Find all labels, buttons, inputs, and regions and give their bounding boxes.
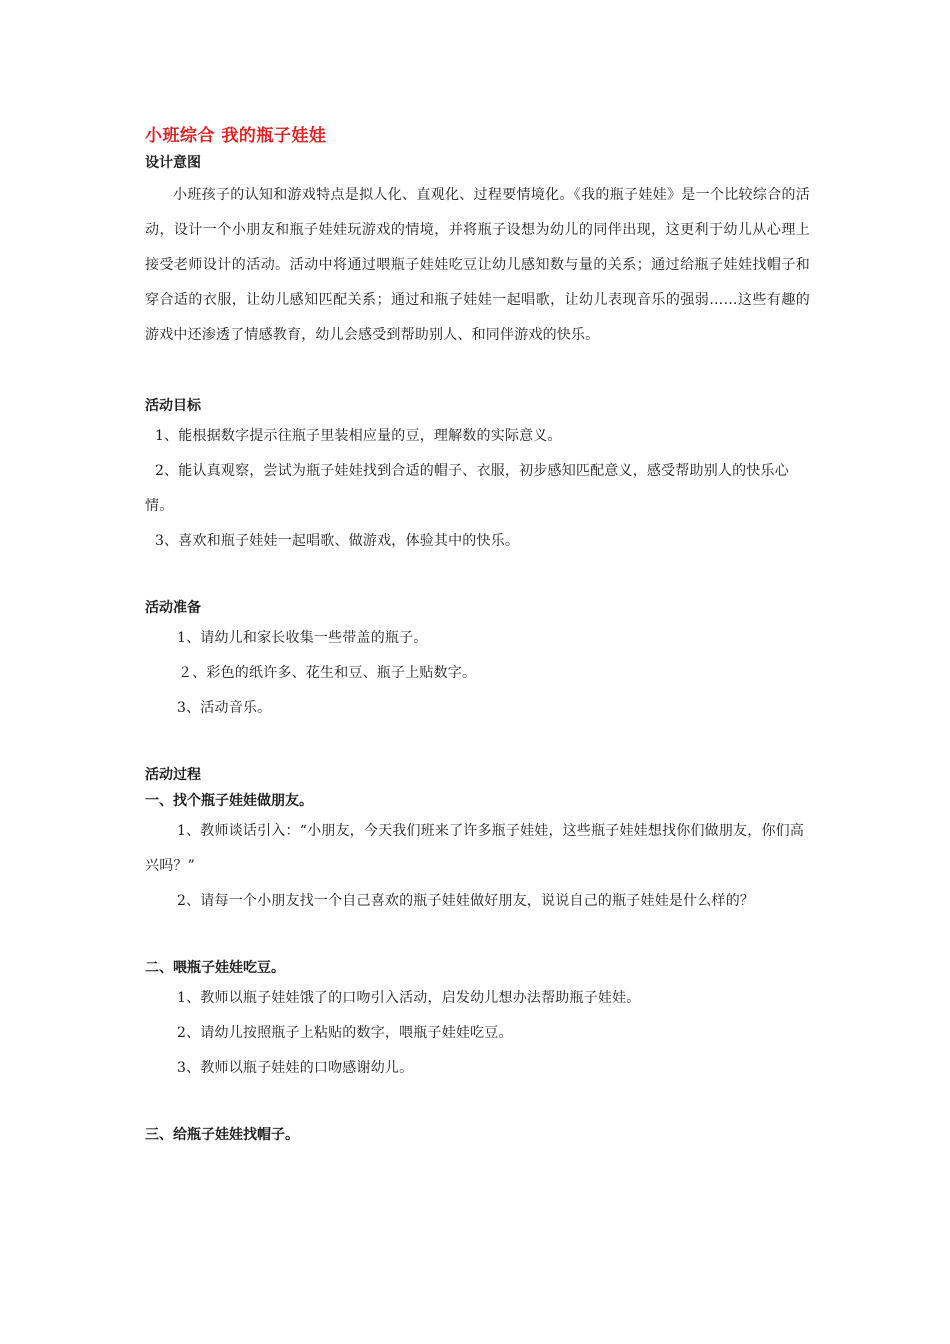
preparation-item: ２、彩色的纸许多、花生和豆、瓶子上贴数字。 — [178, 665, 477, 681]
preparation-item: 1、请幼儿和家长收集一些带盖的瓶子。 — [177, 630, 428, 646]
process-heading: 活动过程 — [145, 767, 201, 783]
spacer — [145, 919, 810, 955]
goals-heading: 活动目标 — [145, 398, 201, 414]
process-item: 3、教师以瓶子娃娃的口吻感谢幼儿。 — [177, 1060, 414, 1076]
process-item: 2、请幼儿按照瓶子上粘贴的数字，喂瓶子娃娃吃豆。 — [177, 1025, 513, 1041]
process-section-1-heading: 一、找个瓶子娃娃做朋友。 — [145, 793, 313, 809]
design-intent-heading: 设计意图 — [145, 155, 201, 171]
process-section-2-heading: 二、喂瓶子娃娃吃豆。 — [145, 960, 285, 976]
goal-item: 3、喜欢和瓶子娃娃一起唱歌、做游戏，体验其中的快乐。 — [155, 533, 520, 549]
spacer — [145, 559, 810, 595]
preparation-item: 3、活动音乐。 — [177, 700, 272, 716]
spacer — [145, 353, 810, 393]
process-section-3-heading: 三、给瓶子娃娃找帽子。 — [145, 1127, 299, 1143]
spacer — [145, 1086, 810, 1122]
process-item: 1、教师以瓶子娃娃饿了的口吻引入活动，启发幼儿想办法帮助瓶子娃娃。 — [177, 990, 641, 1006]
goal-item: 1、能根据数字提示往瓶子里装相应量的豆，理解数的实际意义。 — [155, 428, 562, 444]
spacer — [145, 726, 810, 762]
document-page — [145, 122, 810, 1148]
process-item: 2、请每一个小朋友找一个自己喜欢的瓶子娃娃做好朋友，说说自己的瓶子娃娃是什么样的？ — [177, 893, 755, 909]
document-title: 小班综合 我的瓶子娃娃 — [145, 126, 327, 146]
process-item: 1、教师谈话引入：“小朋友，今天我们班来了许多瓶子娃娃，这些瓶子娃娃想找你们做朋友，你们高兴吗？” — [145, 823, 805, 874]
preparation-heading: 活动准备 — [145, 600, 201, 616]
design-intent-paragraph: 小班孩子的认知和游戏特点是拟人化、直观化、过程要情境化。《我的瓶子娃娃》是一个比较综合的活动，设计一个小朋友和瓶子娃娃玩游戏的情境，并将瓶子设想为幼儿的同伴出现，这更利于幼儿从心理上接受老师设计的活动。活动中将通过喂瓶子娃娃吃豆让幼儿感知数与量的关系；通过给瓶子娃娃找帽子和穿合适的衣服，让幼儿感知匹配关系；通过和瓶子娃娃一起唱歌，让幼儿表现音乐的强弱……这些有趣的游戏中还渗透了情感教育，幼儿会感受到帮助别人、和同伴游戏的快乐。 — [145, 187, 810, 343]
goal-item: 2、能认真观察，尝试为瓶子娃娃找到合适的帽子、衣服，初步感知匹配意义，感受帮助别人的快乐心情。 — [145, 463, 789, 514]
